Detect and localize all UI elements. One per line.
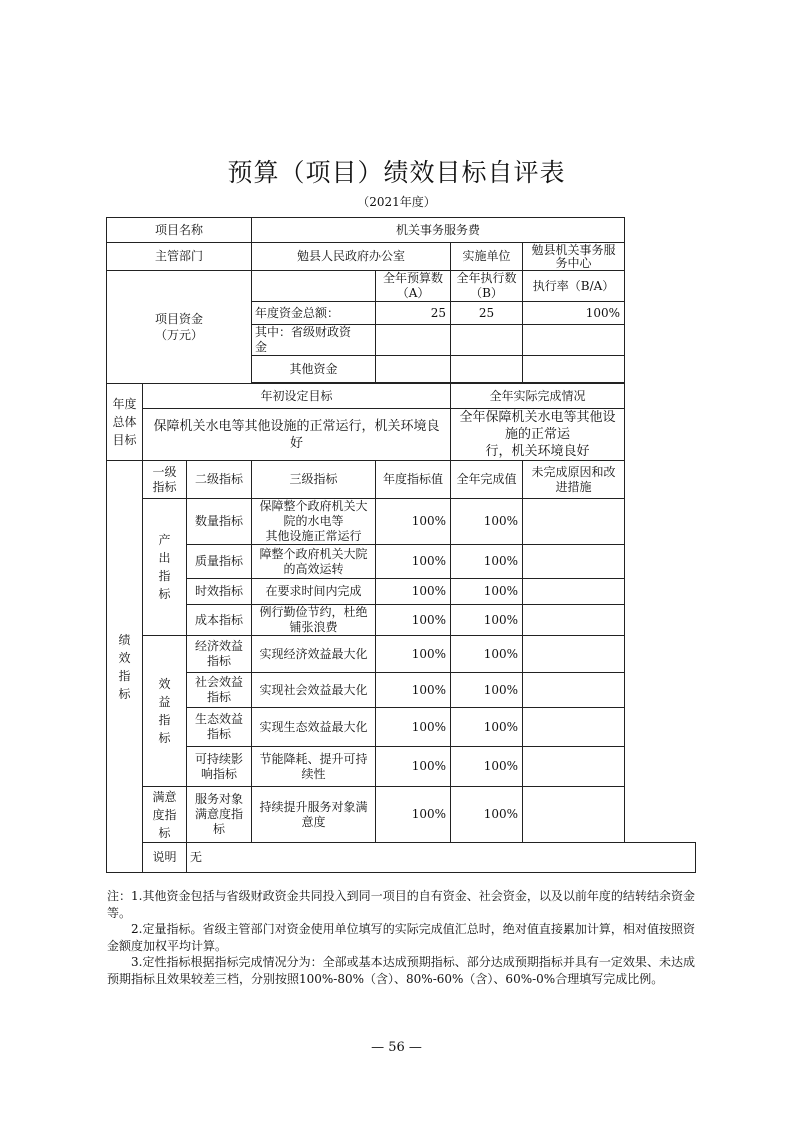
other-rate-cell <box>523 356 625 383</box>
project-name-label: 项目名称 <box>107 218 252 243</box>
indicator-row <box>107 787 696 843</box>
actual-value-cell: 100% <box>451 787 523 843</box>
funds-label: 项目资金 （万元） <box>107 271 252 384</box>
reason-cell <box>523 673 625 708</box>
level2-cell: 成本指标 <box>187 605 252 636</box>
footnote-3: 3.定性指标根据指标完成情况分为：全部或基本达成预期指标、部分达成预期指标并具有一定效果、未达成预期指标且效果较差三档，分别按照100%-80%（含）、80%-60%（含）、60%-0%合理填写完成比例。 <box>107 955 695 986</box>
indicator-row <box>107 579 696 605</box>
annual-value-cell: 100% <box>376 499 451 545</box>
level2-cell: 时效指标 <box>187 579 252 605</box>
provincial-exec-cell <box>451 325 523 356</box>
exec-rate-label: 执行率（B/A） <box>523 271 625 302</box>
level2-cell: 生态效益 指标 <box>187 708 252 747</box>
impl-unit-label: 实施单位 <box>451 243 523 271</box>
reason-cell <box>523 747 625 787</box>
level2-cell: 可持续影 响指标 <box>187 747 252 787</box>
initial-target-text: 保障机关水电等其他设施的正常运行，机关环境良 好 <box>143 409 451 461</box>
level3-cell: 节能降耗、提升可持续性 <box>252 747 376 787</box>
exec-b-value: 25 <box>451 302 523 325</box>
provincial-funds-label: 其中：省级财政资 金 <box>252 325 376 356</box>
reason-cell <box>523 545 625 579</box>
indicator-row <box>107 545 696 579</box>
page-title: 预算（项目）绩效目标自评表 <box>227 158 566 187</box>
indicator-row <box>107 708 696 747</box>
actual-status-text: 全年保障机关水电等其他设施的正常运 行，机关环境良好 <box>451 409 625 461</box>
note-row <box>107 843 696 873</box>
provincial-rate-cell <box>523 325 625 356</box>
exec-rate-value: 100% <box>523 302 625 325</box>
impl-unit-value: 勉县机关事务服 务中心 <box>523 243 625 271</box>
reason-cell <box>523 499 625 545</box>
indicator-row <box>107 673 696 708</box>
actual-value-cell: 100% <box>451 579 523 605</box>
project-name-row <box>107 218 696 243</box>
annual-value-cell: 100% <box>376 579 451 605</box>
initial-target-header: 年初设定目标 <box>143 384 451 409</box>
other-budget-cell <box>376 356 451 383</box>
level3-cell: 实现经济效益最大化 <box>252 636 376 673</box>
other-funds-label: 其他资金 <box>252 356 376 383</box>
dept-value: 勉县人民政府办公室 <box>252 243 451 271</box>
perf-indicators-label: 绩 效 指 标 <box>107 461 143 873</box>
level3-cell: 例行勤俭节约，杜绝铺张浪费 <box>252 605 376 636</box>
benefit-group-label: 效 益 指 标 <box>143 636 187 787</box>
annual-value-cell: 100% <box>376 708 451 747</box>
level3-cell: 在要求时间内完成 <box>252 579 376 605</box>
funds-header-row <box>107 271 696 302</box>
indicator-header-row <box>107 461 696 499</box>
level3-cell: 实现生态效益最大化 <box>252 708 376 747</box>
annual-budget-label: 全年预算数 （A） <box>376 271 451 302</box>
reason-cell <box>523 579 625 605</box>
actual-value-cell: 100% <box>451 545 523 579</box>
footnote-2: 2.定量指标。省级主管部门对资金使用单位填写的实际完成值汇总时，绝对值直接累加计算，相对值按照资金额度加权平均计算。 <box>107 922 695 953</box>
indicator-row <box>107 499 696 545</box>
annual-value-cell: 100% <box>376 636 451 673</box>
level2-cell: 质量指标 <box>187 545 252 579</box>
page-number: — 56 — <box>371 1040 422 1055</box>
reason-cell <box>523 787 625 843</box>
output-group-label: 产 出 指 标 <box>143 499 187 636</box>
dept-row <box>107 243 696 271</box>
actual-value-cell: 100% <box>451 708 523 747</box>
annual-value-cell: 100% <box>376 605 451 636</box>
annual-value-header: 年度指标值 <box>376 461 451 499</box>
annual-value-cell: 100% <box>376 673 451 708</box>
level2-cell: 数量指标 <box>187 499 252 545</box>
reason-cell <box>523 636 625 673</box>
year-subtitle: （2021年度） <box>357 195 436 209</box>
level2-header: 二级指标 <box>187 461 252 499</box>
actual-value-cell: 100% <box>451 605 523 636</box>
target-header-row <box>107 384 696 409</box>
level2-cell: 经济效益 指标 <box>187 636 252 673</box>
level3-cell: 保障整个政府机关大院的水电等 其他设施正常运行 <box>252 499 376 545</box>
annual-target-label: 年度 总体 目标 <box>107 384 143 461</box>
reason-header: 未完成原因和改 进措施 <box>523 461 625 499</box>
annual-value-cell: 100% <box>376 545 451 579</box>
reason-cell <box>523 708 625 747</box>
indicator-row <box>107 636 696 673</box>
level2-cell: 服务对象 满意度指 标 <box>187 787 252 843</box>
footnote-1: 注：1.其他资金包括与省级财政资金共同投入到同一项目的自有资金、社会资金，以及以前年度的结转结余资金等。 <box>107 889 695 920</box>
level1-header: 一级 指标 <box>143 461 187 499</box>
actual-value-cell: 100% <box>451 673 523 708</box>
other-exec-cell <box>451 356 523 383</box>
annual-value-cell: 100% <box>376 787 451 843</box>
level2-cell: 社会效益 指标 <box>187 673 252 708</box>
actual-value-cell: 100% <box>451 747 523 787</box>
actual-value-cell: 100% <box>451 499 523 545</box>
evaluation-table <box>106 217 696 873</box>
funds-blank-cell <box>252 271 376 302</box>
level3-header: 三级指标 <box>252 461 376 499</box>
note-value: 无 <box>187 843 696 873</box>
total-funds-label: 年度资金总额： <box>252 302 376 325</box>
provincial-budget-cell <box>376 325 451 356</box>
level3-cell: 障整个政府机关大院的高效运转 <box>252 545 376 579</box>
footnotes <box>107 888 695 987</box>
project-name-value: 机关事务服务费 <box>252 218 625 243</box>
reason-cell <box>523 605 625 636</box>
indicator-row <box>107 605 696 636</box>
indicator-row <box>107 747 696 787</box>
level3-cell: 实现社会效益最大化 <box>252 673 376 708</box>
level3-cell: 持续提升服务对象满意度 <box>252 787 376 843</box>
actual-value-cell: 100% <box>451 636 523 673</box>
dept-label: 主管部门 <box>107 243 252 271</box>
budget-a-value: 25 <box>376 302 451 325</box>
actual-value-header: 全年完成值 <box>451 461 523 499</box>
satisfaction-group-label: 满意 度指 标 <box>143 787 187 843</box>
target-content-row <box>107 409 696 461</box>
actual-status-header: 全年实际完成情况 <box>451 384 625 409</box>
note-label: 说明 <box>143 843 187 873</box>
annual-exec-label: 全年执行数（B） <box>451 271 523 302</box>
annual-value-cell: 100% <box>376 747 451 787</box>
